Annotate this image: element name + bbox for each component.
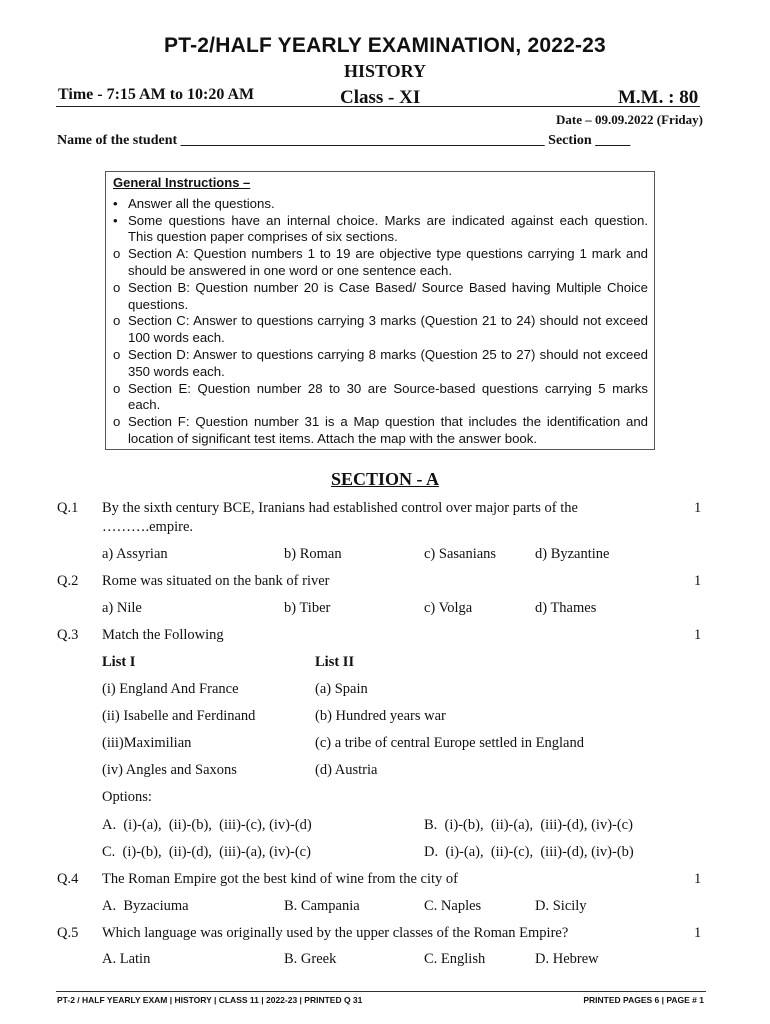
- q3-option-a: A. (i)-(a), (ii)-(b), (iii)-(c), (iv)-(d): [102, 817, 312, 833]
- q2-marks: 1: [694, 573, 702, 589]
- q4-marks: 1: [694, 871, 702, 887]
- q1-option-d: d) Byzantine: [535, 546, 610, 562]
- q4-option-b: B. Campania: [284, 898, 360, 914]
- q3-marks: 1: [694, 627, 702, 643]
- instructions-box: [105, 171, 655, 450]
- q5-option-d: D. Hebrew: [535, 951, 599, 967]
- q3-list2-heading: List II: [315, 654, 355, 670]
- q1-number: Q.1: [57, 500, 79, 516]
- q1-text-line2: ……….empire.: [102, 519, 194, 535]
- q2-option-c: c) Volga: [424, 600, 473, 616]
- section-a-heading: SECTION - A: [330, 469, 440, 489]
- q4-option-c: C. Naples: [424, 898, 482, 914]
- q1-marks: 1: [694, 500, 702, 516]
- q3-list1-item: (iii)Maximilian: [102, 735, 192, 751]
- instruction-item: o Section E: Question number 28 to 30 are Source-based questions carrying 5 marks each.: [113, 380, 648, 413]
- q3-option-b: B. (i)-(b), (ii)-(a), (iii)-(d), (iv)-(c): [424, 817, 633, 833]
- instruction-item: o Section A: Question numbers 1 to 19 are objective type questions carrying 1 mark and should be answered in one word or one sentence each.: [113, 246, 648, 278]
- max-marks: M.M. : 80: [618, 87, 699, 108]
- footer-divider: [56, 991, 706, 992]
- instruction-item: o Section C: Answer to questions carrying 3 marks (Question 21 to 24) should not exceed 100 words each.: [113, 313, 648, 346]
- q2-option-b: b) Tiber: [284, 600, 331, 616]
- q3-list2-item: (d) Austria: [315, 762, 378, 778]
- q3-option-c: C. (i)-(b), (ii)-(d), (iii)-(a), (iv)-(c): [102, 844, 311, 860]
- instruction-item: • Answer all the questions.: [113, 195, 275, 211]
- q1-option-a: a) Assyrian: [102, 546, 168, 562]
- footer-right: PRINTED PAGES 6 | PAGE # 1: [583, 995, 704, 1005]
- header-divider: [56, 106, 700, 107]
- q3-list1-heading: List I: [102, 654, 136, 670]
- q3-list1-item: (iv) Angles and Saxons: [102, 762, 237, 778]
- instruction-item: • Some questions have an internal choice. Marks are indicated against each question. This question paper comprises of six sections.: [113, 212, 648, 245]
- exam-title: PT-2/HALF YEARLY EXAMINATION, 2022-23: [164, 34, 606, 57]
- q5-text: Which language was originally used by the upper classes of the Roman Empire?: [102, 925, 569, 941]
- q2-text: Rome was situated on the bank of river: [102, 573, 330, 589]
- q2-option-d: d) Thames: [535, 600, 597, 616]
- instructions-list: [112, 196, 648, 448]
- q4-option-d: D. Sicily: [535, 898, 587, 914]
- q1-option-c: c) Sasanians: [424, 546, 497, 562]
- footer-left: PT-2 / HALF YEARLY EXAM | HISTORY | CLASS 11 | 2022-23 | PRINTED Q 31: [57, 995, 363, 1005]
- q5-option-c: C. English: [424, 951, 486, 967]
- q3-option-d: D. (i)-(a), (ii)-(c), (iii)-(d), (iv)-(b): [424, 844, 634, 860]
- exam-class: Class - XI: [340, 87, 421, 108]
- q3-text: Match the Following: [102, 627, 224, 643]
- q5-option-b: B. Greek: [284, 951, 337, 967]
- q4-option-a: A. Byzaciuma: [102, 898, 189, 914]
- q3-list1-item: (ii) Isabelle and Ferdinand: [102, 708, 256, 724]
- q2-option-a: a) Nile: [102, 600, 142, 616]
- instruction-item: o Section F: Question number 31 is a Map question that includes the identification and location of significant test items. Attach the map with the answer book.: [113, 414, 648, 446]
- q3-list2-item: (b) Hundred years war: [315, 708, 446, 724]
- student-name-line: Name of the student ____________________________________________________ Section _____: [57, 133, 631, 148]
- instructions-heading: General Instructions –: [113, 175, 251, 190]
- q5-option-a: A. Latin: [102, 951, 151, 967]
- q3-list2-item: (a) Spain: [315, 681, 368, 697]
- q1-text-line1: By the sixth century BCE, Iranians had established control over major parts of the: [102, 500, 578, 516]
- exam-time: Time - 7:15 AM to 10:20 AM: [58, 86, 255, 103]
- q4-number: Q.4: [57, 871, 79, 887]
- q3-list1-item: (i) England And France: [102, 681, 239, 697]
- q3-list2-item: (c) a tribe of central Europe settled in England: [315, 735, 584, 751]
- instruction-item: o Section B: Question number 20 is Case Based/ Source Based having Multiple Choice questions.: [113, 279, 648, 312]
- q4-text: The Roman Empire got the best kind of wine from the city of: [102, 871, 458, 887]
- subject-title: HISTORY: [343, 61, 427, 81]
- q2-number: Q.2: [57, 573, 79, 589]
- q3-options-label: Options:: [102, 789, 152, 805]
- q5-marks: 1: [694, 925, 702, 941]
- q3-number: Q.3: [57, 627, 79, 643]
- q5-number: Q.5: [57, 925, 79, 941]
- exam-date: Date – 09.09.2022 (Friday): [556, 112, 703, 127]
- q1-option-b: b) Roman: [284, 546, 342, 562]
- instruction-item: o Section D: Answer to questions carrying 8 marks (Question 25 to 27) should not exceed 350 words each.: [113, 346, 648, 379]
